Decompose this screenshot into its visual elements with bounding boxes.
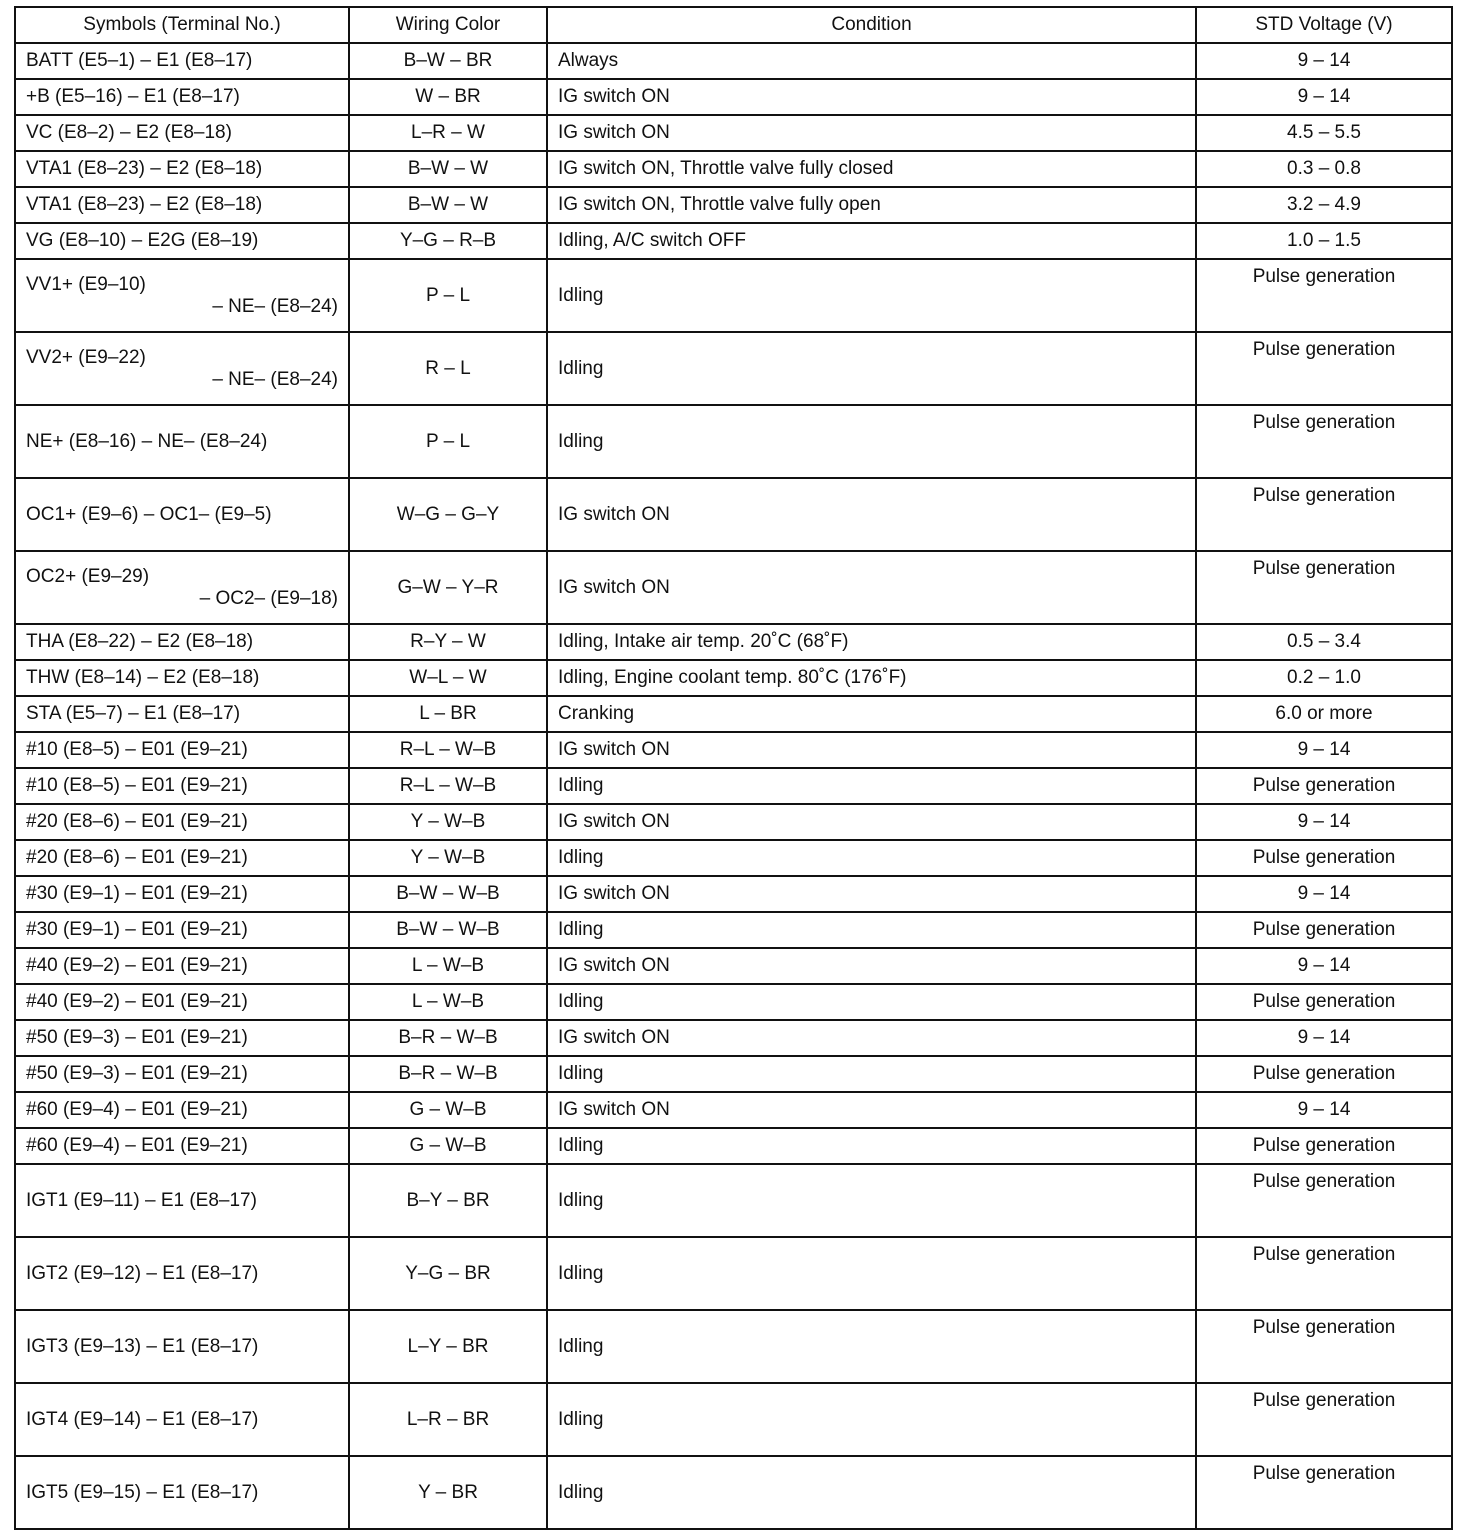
- symbols-cell: [15, 1456, 349, 1529]
- wiring-color-cell: B–W – W–B: [349, 912, 547, 948]
- std-voltage-cell: 9 – 14: [1196, 804, 1452, 840]
- wiring-color-cell: G – W–B: [349, 1128, 547, 1164]
- table-row: [15, 624, 1452, 660]
- symbols-primary: #10 (E8–5) – E01 (E9–21): [26, 775, 248, 796]
- symbols-primary: VTA1 (E8–23) – E2 (E8–18): [26, 158, 263, 179]
- symbols-primary: #40 (E9–2) – E01 (E9–21): [26, 955, 248, 976]
- table-row: [15, 732, 1452, 768]
- wiring-color-cell: B–W – BR: [349, 43, 547, 79]
- symbols-primary: OC2+ (E9–29): [26, 565, 150, 587]
- symbols-cell: [15, 768, 349, 804]
- symbols-cell: [15, 405, 349, 478]
- std-voltage-cell: Pulse generation: [1196, 1128, 1452, 1164]
- wiring-color-cell: L – W–B: [349, 984, 547, 1020]
- condition-cell: IG switch ON, Throttle valve fully open: [547, 187, 1196, 223]
- std-voltage-cell: 9 – 14: [1196, 732, 1452, 768]
- std-voltage-cell: 9 – 14: [1196, 876, 1452, 912]
- table-row: [15, 804, 1452, 840]
- std-voltage-cell: Pulse generation: [1196, 332, 1452, 405]
- symbols-primary: #20 (E8–6) – E01 (E9–21): [26, 847, 248, 868]
- wiring-color-cell: P – L: [349, 259, 547, 332]
- std-voltage-cell: Pulse generation: [1196, 768, 1452, 804]
- symbols-primary: #20 (E8–6) – E01 (E9–21): [26, 811, 248, 832]
- symbols-primary: #10 (E8–5) – E01 (E9–21): [26, 739, 248, 760]
- std-voltage-cell: Pulse generation: [1196, 1456, 1452, 1529]
- table-row: [15, 696, 1452, 732]
- symbols-primary: #50 (E9–3) – E01 (E9–21): [26, 1063, 248, 1084]
- wiring-color-cell: R–L – W–B: [349, 732, 547, 768]
- table-row: [15, 1056, 1452, 1092]
- symbols-primary: VC (E8–2) – E2 (E8–18): [26, 122, 232, 143]
- wiring-color-cell: B–W – W–B: [349, 876, 547, 912]
- table-row: [15, 1020, 1452, 1056]
- wiring-color-cell: G–W – Y–R: [349, 551, 547, 624]
- symbols-primary: VV1+ (E9–10): [26, 273, 146, 295]
- table-row: [15, 151, 1452, 187]
- header-wiring-color: Wiring Color: [349, 7, 547, 43]
- wiring-color-cell: W–G – G–Y: [349, 478, 547, 551]
- header-condition: Condition: [547, 7, 1196, 43]
- wiring-color-cell: G – W–B: [349, 1092, 547, 1128]
- table-row: [15, 1456, 1452, 1529]
- symbols-primary: OC1+ (E9–6) – OC1– (E9–5): [26, 503, 272, 525]
- symbols-cell: [15, 840, 349, 876]
- symbols-primary: +B (E5–16) – E1 (E8–17): [26, 86, 240, 107]
- condition-cell: IG switch ON: [547, 1092, 1196, 1128]
- condition-cell: IG switch ON: [547, 115, 1196, 151]
- symbols-primary: VG (E8–10) – E2G (E8–19): [26, 230, 259, 251]
- symbols-cell: [15, 732, 349, 768]
- condition-cell: Cranking: [547, 696, 1196, 732]
- symbols-cell: [15, 187, 349, 223]
- condition-cell: IG switch ON: [547, 876, 1196, 912]
- condition-cell: Idling: [547, 984, 1196, 1020]
- symbols-cell: [15, 876, 349, 912]
- std-voltage-cell: 9 – 14: [1196, 1092, 1452, 1128]
- std-voltage-cell: Pulse generation: [1196, 1056, 1452, 1092]
- symbols-primary: IGT3 (E9–13) – E1 (E8–17): [26, 1335, 259, 1357]
- table-row: [15, 1128, 1452, 1164]
- symbols-cell: [15, 660, 349, 696]
- table-row: [15, 332, 1452, 405]
- wiring-color-cell: Y – W–B: [349, 840, 547, 876]
- std-voltage-cell: Pulse generation: [1196, 912, 1452, 948]
- symbols-primary: IGT1 (E9–11) – E1 (E8–17): [26, 1189, 257, 1211]
- condition-cell: Always: [547, 43, 1196, 79]
- header-std-voltage: STD Voltage (V): [1196, 7, 1452, 43]
- wiring-color-cell: B–Y – BR: [349, 1164, 547, 1237]
- symbols-secondary: – OC2– (E9–18): [199, 587, 338, 609]
- symbols-primary: VTA1 (E8–23) – E2 (E8–18): [26, 194, 263, 215]
- wiring-color-cell: Y–G – R–B: [349, 223, 547, 259]
- symbols-cell: [15, 1164, 349, 1237]
- wiring-color-cell: R – L: [349, 332, 547, 405]
- condition-cell: IG switch ON: [547, 948, 1196, 984]
- table-row: [15, 115, 1452, 151]
- symbols-primary: IGT5 (E9–15) – E1 (E8–17): [26, 1481, 259, 1503]
- symbols-primary: IGT4 (E9–14) – E1 (E8–17): [26, 1408, 259, 1430]
- table-row: [15, 840, 1452, 876]
- header-symbols: Symbols (Terminal No.): [15, 7, 349, 43]
- symbols-cell: [15, 259, 349, 332]
- table-row: [15, 876, 1452, 912]
- wiring-color-cell: Y – W–B: [349, 804, 547, 840]
- wiring-color-cell: B–W – W: [349, 151, 547, 187]
- symbols-cell: [15, 79, 349, 115]
- std-voltage-cell: 4.5 – 5.5: [1196, 115, 1452, 151]
- std-voltage-cell: 9 – 14: [1196, 79, 1452, 115]
- symbols-primary: THW (E8–14) – E2 (E8–18): [26, 667, 260, 688]
- std-voltage-cell: 0.3 – 0.8: [1196, 151, 1452, 187]
- symbols-primary: VV2+ (E9–22): [26, 346, 146, 368]
- table-row: [15, 1383, 1452, 1456]
- std-voltage-cell: Pulse generation: [1196, 478, 1452, 551]
- std-voltage-cell: Pulse generation: [1196, 840, 1452, 876]
- symbols-primary: #30 (E9–1) – E01 (E9–21): [26, 919, 248, 940]
- symbols-cell: [15, 1383, 349, 1456]
- symbols-primary: BATT (E5–1) – E1 (E8–17): [26, 50, 253, 71]
- condition-cell: Idling: [547, 840, 1196, 876]
- std-voltage-cell: Pulse generation: [1196, 405, 1452, 478]
- table-row: [15, 1310, 1452, 1383]
- wiring-color-cell: P – L: [349, 405, 547, 478]
- symbols-cell: [15, 223, 349, 259]
- table-row: [15, 223, 1452, 259]
- symbols-primary: #60 (E9–4) – E01 (E9–21): [26, 1099, 248, 1120]
- condition-cell: Idling: [547, 1164, 1196, 1237]
- table-row: [15, 984, 1452, 1020]
- condition-cell: Idling: [547, 1383, 1196, 1456]
- wiring-color-cell: R–L – W–B: [349, 768, 547, 804]
- terminal-voltage-table: [14, 6, 1453, 1530]
- symbols-cell: [15, 1092, 349, 1128]
- std-voltage-cell: 9 – 14: [1196, 1020, 1452, 1056]
- std-voltage-cell: Pulse generation: [1196, 1237, 1452, 1310]
- table-row: [15, 912, 1452, 948]
- std-voltage-cell: 6.0 or more: [1196, 696, 1452, 732]
- wiring-color-cell: W – BR: [349, 79, 547, 115]
- condition-cell: Idling, A/C switch OFF: [547, 223, 1196, 259]
- table-row: [15, 43, 1452, 79]
- table-row: [15, 405, 1452, 478]
- condition-cell: Idling: [547, 1128, 1196, 1164]
- condition-cell: Idling: [547, 768, 1196, 804]
- symbols-cell: [15, 1056, 349, 1092]
- symbols-cell: [15, 912, 349, 948]
- condition-cell: Idling: [547, 1456, 1196, 1529]
- symbols-cell: [15, 1020, 349, 1056]
- symbols-secondary: – NE– (E8–24): [212, 295, 338, 317]
- condition-cell: Idling: [547, 1237, 1196, 1310]
- std-voltage-cell: 9 – 14: [1196, 43, 1452, 79]
- symbols-primary: IGT2 (E9–12) – E1 (E8–17): [26, 1262, 259, 1284]
- condition-cell: IG switch ON: [547, 732, 1196, 768]
- condition-cell: Idling: [547, 1056, 1196, 1092]
- symbols-cell: [15, 115, 349, 151]
- symbols-cell: [15, 551, 349, 624]
- wiring-color-cell: L – BR: [349, 696, 547, 732]
- wiring-color-cell: W–L – W: [349, 660, 547, 696]
- wiring-color-cell: Y – BR: [349, 1456, 547, 1529]
- wiring-color-cell: B–W – W: [349, 187, 547, 223]
- symbols-cell: [15, 624, 349, 660]
- std-voltage-cell: 0.2 – 1.0: [1196, 660, 1452, 696]
- wiring-color-cell: L–Y – BR: [349, 1310, 547, 1383]
- std-voltage-cell: Pulse generation: [1196, 551, 1452, 624]
- wiring-color-cell: B–R – W–B: [349, 1056, 547, 1092]
- table-row: [15, 1237, 1452, 1310]
- symbols-cell: [15, 948, 349, 984]
- std-voltage-cell: Pulse generation: [1196, 1164, 1452, 1237]
- table-row: [15, 1164, 1452, 1237]
- symbols-cell: [15, 1128, 349, 1164]
- condition-cell: Idling: [547, 1310, 1196, 1383]
- condition-cell: IG switch ON: [547, 804, 1196, 840]
- symbols-cell: [15, 984, 349, 1020]
- symbols-primary: #50 (E9–3) – E01 (E9–21): [26, 1027, 248, 1048]
- condition-cell: Idling: [547, 332, 1196, 405]
- condition-cell: IG switch ON: [547, 478, 1196, 551]
- std-voltage-cell: 1.0 – 1.5: [1196, 223, 1452, 259]
- std-voltage-cell: Pulse generation: [1196, 1383, 1452, 1456]
- symbols-cell: [15, 1310, 349, 1383]
- wiring-color-cell: B–R – W–B: [349, 1020, 547, 1056]
- condition-cell: Idling: [547, 405, 1196, 478]
- table-row: [15, 187, 1452, 223]
- symbols-primary: #30 (E9–1) – E01 (E9–21): [26, 883, 248, 904]
- table-row: [15, 660, 1452, 696]
- symbols-secondary: – NE– (E8–24): [212, 368, 338, 390]
- condition-cell: IG switch ON: [547, 551, 1196, 624]
- wiring-color-cell: R–Y – W: [349, 624, 547, 660]
- condition-cell: Idling, Engine coolant temp. 80˚C (176˚F): [547, 660, 1196, 696]
- std-voltage-cell: Pulse generation: [1196, 259, 1452, 332]
- std-voltage-cell: Pulse generation: [1196, 1310, 1452, 1383]
- symbols-cell: [15, 151, 349, 187]
- condition-cell: IG switch ON: [547, 79, 1196, 115]
- symbols-primary: #40 (E9–2) – E01 (E9–21): [26, 991, 248, 1012]
- wiring-color-cell: Y–G – BR: [349, 1237, 547, 1310]
- table-row: [15, 259, 1452, 332]
- symbols-primary: NE+ (E8–16) – NE– (E8–24): [26, 430, 268, 452]
- condition-cell: IG switch ON, Throttle valve fully closed: [547, 151, 1196, 187]
- table-row: [15, 478, 1452, 551]
- condition-cell: Idling: [547, 259, 1196, 332]
- std-voltage-cell: 9 – 14: [1196, 948, 1452, 984]
- condition-cell: Idling: [547, 912, 1196, 948]
- symbols-cell: [15, 478, 349, 551]
- std-voltage-cell: 3.2 – 4.9: [1196, 187, 1452, 223]
- wiring-color-cell: L – W–B: [349, 948, 547, 984]
- condition-cell: Idling, Intake air temp. 20˚C (68˚F): [547, 624, 1196, 660]
- table-row: [15, 551, 1452, 624]
- wiring-color-cell: L–R – BR: [349, 1383, 547, 1456]
- condition-cell: IG switch ON: [547, 1020, 1196, 1056]
- std-voltage-cell: 0.5 – 3.4: [1196, 624, 1452, 660]
- table-row: [15, 948, 1452, 984]
- symbols-cell: [15, 696, 349, 732]
- std-voltage-cell: Pulse generation: [1196, 984, 1452, 1020]
- table-row: [15, 768, 1452, 804]
- symbols-primary: THA (E8–22) – E2 (E8–18): [26, 631, 254, 652]
- table-row: [15, 79, 1452, 115]
- wiring-color-cell: L–R – W: [349, 115, 547, 151]
- symbols-cell: [15, 804, 349, 840]
- symbols-cell: [15, 43, 349, 79]
- symbols-cell: [15, 1237, 349, 1310]
- symbols-primary: #60 (E9–4) – E01 (E9–21): [26, 1135, 248, 1156]
- symbols-cell: [15, 332, 349, 405]
- table-row: [15, 1092, 1452, 1128]
- table-body: [15, 43, 1452, 1529]
- symbols-primary: STA (E5–7) – E1 (E8–17): [26, 703, 241, 724]
- header-row: [15, 7, 1452, 43]
